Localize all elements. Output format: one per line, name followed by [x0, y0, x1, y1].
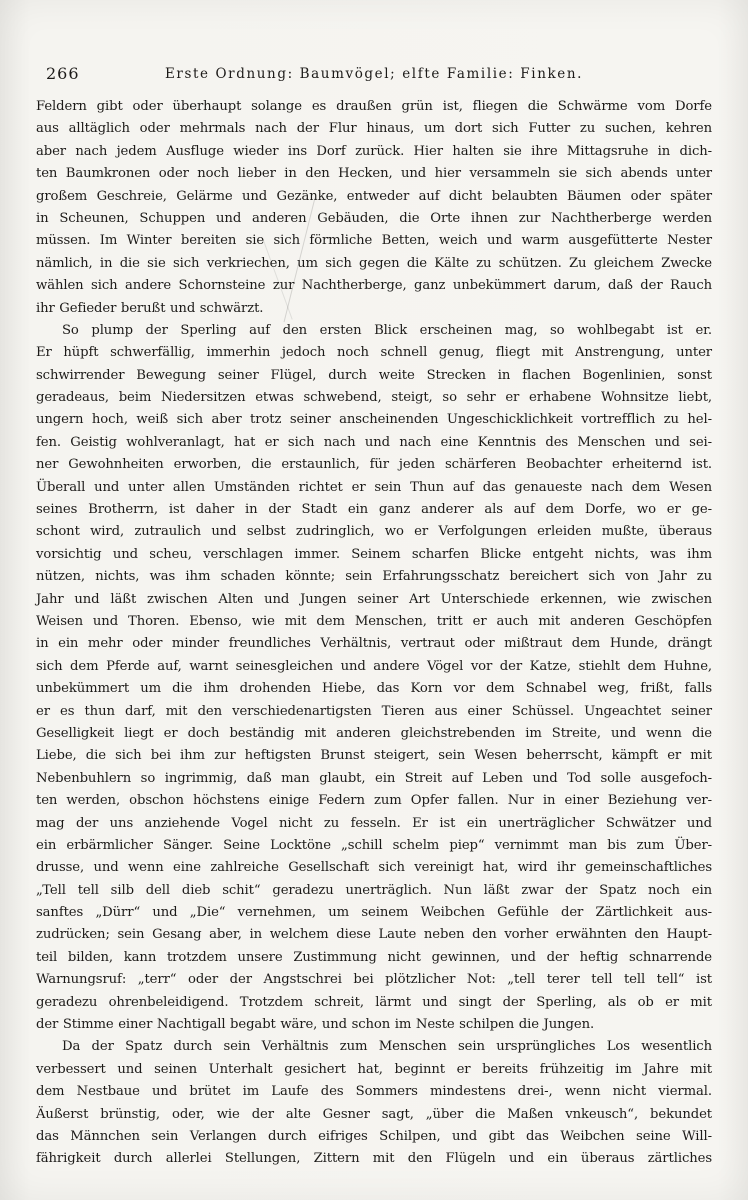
text-line: Überall und unter allen Umständen richtet er sein Thun auf das genaueste nach dem Wesen	[36, 479, 712, 495]
text-line: ein erbärmlicher Sänger. Seine Locktöne „schill schelm piep“ vernimmt man bis zum Über-	[36, 837, 712, 853]
text-line: in ein mehr oder minder freundliches Verhältnis, vertraut oder mißtraut dem Hunde, drängt	[36, 636, 712, 652]
text-line: er es thun darf, mit den verschiedenartigsten Tieren aus einer Schüssel. Ungeachtet seiner	[36, 703, 712, 719]
paragraph	[36, 320, 712, 1037]
text-line: Nebenbuhlern so ingrimmig, daß man glaubt, ein Streit auf Leben und Tod solle ausgefoch-	[36, 770, 712, 786]
text-line: ner Gewohnheiten erworben, die erstaunlich, für jeden schärferen Beobachter erheiternd ist.	[36, 457, 712, 473]
text-line: großem Geschreie, Gelärme und Gezänke, entweder auf dicht belaubten Bäumen oder später	[36, 188, 712, 204]
text-line: aber nach jedem Ausfluge wieder ins Dorf zurück. Hier halten sie ihre Mittagsruhe in dich-	[36, 143, 712, 159]
text-line: fährigkeit durch allerlei Stellungen, Zittern mit den Flügeln und ein überaus zärtliches	[36, 1151, 712, 1167]
text-line: „Tell tell silb dell dieb schit“ geradezu unerträglich. Nun läßt zwar der Spatz noch ein	[36, 882, 712, 898]
text-line: aus alltäglich oder mehrmals nach der Flur hinaus, um dort sich Futter zu suchen, kehren	[36, 121, 712, 137]
text-line: ten werden, obschon höchstens einige Federn zum Opfer fallen. Nur in einer Beziehung ver-	[36, 793, 712, 809]
text-line: das Männchen sein Verlangen durch eifriges Schilpen, und gibt das Weibchen seine Will-	[36, 1128, 712, 1144]
text-line: Liebe, die sich bei ihm zur heftigsten Brunst steigert, sein Wesen beherrscht, kämpft er mit	[36, 748, 712, 764]
page-header	[36, 64, 712, 86]
text-line: Weisen und Thoren. Ebenso, wie mit dem Menschen, tritt er auch mit anderen Geschöpfen	[36, 613, 712, 629]
running-header: Erste Ordnung: Baumvögel; elfte Familie: Finken.	[164, 66, 584, 82]
text-line: verbessert und seinen Unterhalt gesichert hat, beginnt er bereits frühzeitig im Jahre mit	[36, 1061, 712, 1077]
text-line: mag der uns anziehende Vogel nicht zu fesseln. Er ist ein unerträglicher Schwätzer und	[36, 815, 712, 831]
text-line: Feldern gibt oder überhaupt solange es draußen grün ist, fliegen die Schwärme vom Dorfe	[36, 99, 712, 114]
text-line: geradezu ohrenbeleidigend. Trotzdem schreit, lärmt und singt der Sperling, als ob er mit	[36, 994, 712, 1010]
page-body	[36, 96, 712, 1171]
paragraph	[36, 96, 712, 320]
text-line: Warnungsruf: „terr“ oder der Angstschrei bei plötzlicher Not: „tell terer tell tell tell“ ist	[36, 972, 712, 988]
text-line: drusse, und wenn eine zahlreiche Gesellschaft sich vereinigt hat, wird ihr gemeinschaftliches	[36, 860, 712, 876]
text-line: schont wird, zutraulich und selbst zudringlich, wo er Verfolgungen erleiden mußte, überaus	[36, 524, 712, 540]
text-line: sanftes „Dürr“ und „Die“ vernehmen, um seinem Weibchen Gefühle der Zärtlichkeit aus-	[36, 905, 712, 921]
text-line: Äußerst brünstig, oder, wie der alte Gesner sagt, „über die Maßen vnkeusch“, bekundet	[36, 1106, 712, 1122]
text-line: Da der Spatz durch sein Verhältnis zum Menschen sein ursprüngliches Los wesentlich	[62, 1039, 712, 1055]
text-line: nützen, nichts, was ihm schaden könnte; sein Erfahrungsschatz bereichert sich von Jahr zu	[36, 569, 712, 585]
text-line: dem Nestbaue und brütet im Laufe des Sommers mindestens drei-, wenn nicht viermal.	[36, 1084, 712, 1100]
text-line: seines Brotherrn, ist daher in der Stadt ein ganz anderer als auf dem Dorfe, wo er ge-	[36, 502, 712, 518]
text-line: nämlich, in die sie sich verkriechen, um sich gegen die Kälte zu schützen. Zu gleichem Zwecke	[36, 255, 712, 271]
text-line: Er hüpft schwerfällig, immerhin jedoch noch schnell genug, fliegt mit Anstrengung, unter	[36, 345, 712, 361]
text-line: sich dem Pferde auf, warnt seinesgleichen und andere Vögel vor der Katze, stiehlt dem Huhne,	[36, 658, 712, 674]
text-line: Geselligkeit liegt er doch beständig mit anderen gleichstrebenden im Streite, und wenn die	[36, 725, 712, 741]
page-number: 266	[46, 64, 80, 83]
text-line: ten Baumkronen oder noch lieber in den Hecken, und hier versammeln sie sich abends unter	[36, 166, 712, 182]
paragraph	[36, 1036, 712, 1170]
text-line: ungern hoch, weiß sich aber trotz seiner anscheinenden Ungeschicklichkeit vortrefflich zu hel-	[36, 412, 712, 428]
text-line: in Scheunen, Schuppen und anderen Gebäuden, die Orte ihnen zur Nachtherberge werden	[36, 210, 712, 226]
text-line: schwirrender Bewegung seiner Flügel, durch weite Strecken in flachen Bogenlinien, sonst	[36, 367, 712, 383]
text-line: Jahr und läßt zwischen Alten und Jungen seiner Art Unterschiede erkennen, wie zwischen	[36, 591, 712, 607]
text-line: vorsichtig und scheu, verschlagen immer. Seinem scharfen Blicke entgeht nichts, was ihm	[36, 546, 712, 562]
text-line: So plump der Sperling auf den ersten Blick erscheinen mag, so wohlbegabt ist er.	[62, 322, 712, 338]
text-line: unbekümmert um die ihm drohenden Hiebe, das Korn vor dem Schnabel weg, frißt, falls	[36, 681, 712, 697]
text-line: zudrücken; sein Gesang aber, in welchem diese Laute neben den vorher erwähnten den Haupt-	[36, 927, 712, 943]
text-line: wählen sich andere Schornsteine zur Nachtherberge, ganz unbekümmert darum, daß der Rauch	[36, 278, 712, 294]
text-line: geradeaus, beim Niedersitzen etwas schwebend, steigt, so sehr er erhabene Wohnsitze liebt,	[36, 390, 712, 406]
text-line: fen. Geistig wohlveranlagt, hat er sich nach und nach eine Kenntnis des Menschen und sei-	[36, 434, 712, 450]
text-line: müssen. Im Winter bereiten sie sich förmliche Betten, weich und warm ausgefütterte Nester	[36, 233, 712, 249]
text-line: ihr Gefieder berußt und schwärzt.	[36, 300, 264, 316]
text-line: teil bilden, kann trotzdem unsere Zustimmung nicht gewinnen, und der heftig schnarrende	[36, 949, 712, 965]
text-line: der Stimme einer Nachtigall begabt wäre, und schon im Neste schilpen die Jungen.	[36, 1017, 595, 1033]
